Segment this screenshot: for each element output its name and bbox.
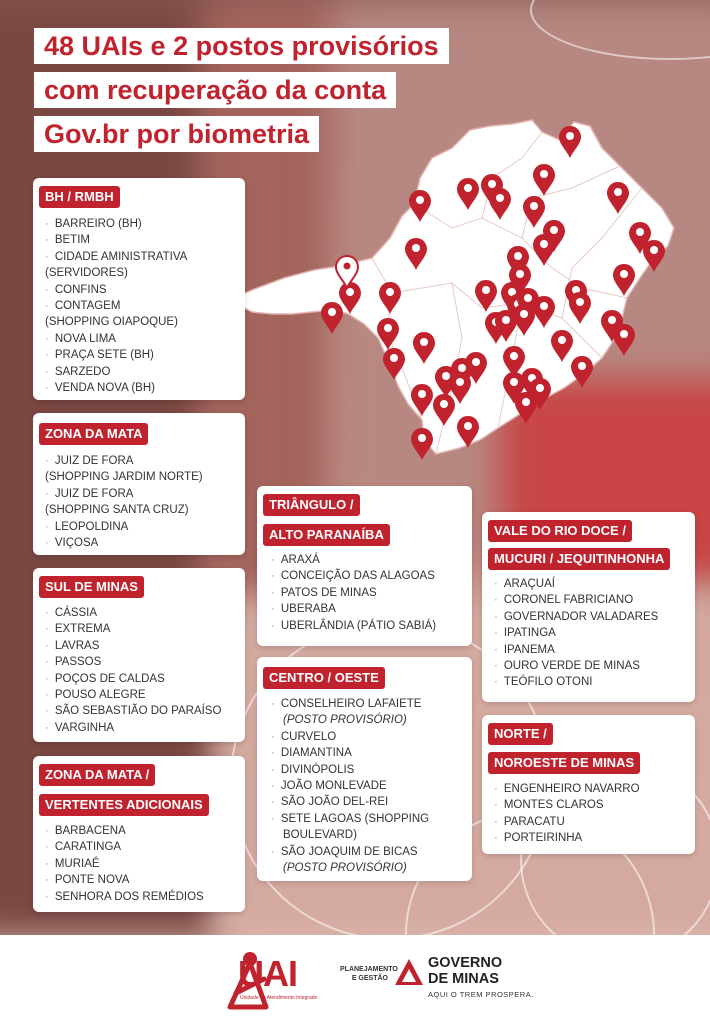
- list-item: · ENGENHEIRO NAVARRO: [494, 783, 640, 795]
- list-item: · ARAÇUAÍ: [494, 578, 555, 590]
- list-item: (SERVIDORES): [45, 267, 128, 280]
- region-tag-mata: ZONA DA MATA: [39, 423, 148, 445]
- region-tag-norte-1: NORTE /: [488, 723, 553, 745]
- list-item: · VARGINHA: [45, 721, 115, 734]
- list-item: · PATOS DE MINAS: [271, 586, 377, 599]
- list-item: · POÇOS DE CALDAS: [45, 672, 165, 685]
- list-vale: [494, 576, 658, 691]
- planejamento-label: PLANEJAMENTO E GESTÃO: [340, 966, 398, 982]
- list-norte: [494, 781, 640, 847]
- list-item: (SHOPPING OIAPOQUE): [45, 316, 178, 329]
- list-item: · CONTAGEM: [45, 300, 121, 313]
- list-item: · CORONEL FABRICIANO: [494, 594, 634, 607]
- uai-wordmark: UAI: [238, 953, 297, 994]
- card-centro-oeste: [257, 657, 472, 881]
- region-tag-sul: SUL DE MINAS: [39, 576, 144, 598]
- list-vertentes: [45, 823, 204, 905]
- list-item: · UBERLÂNDIA (PÁTIO SABIÁ): [271, 619, 437, 632]
- list-item: · PASSOS: [45, 656, 102, 669]
- list-item: · JUIZ DE FORA: [45, 455, 134, 467]
- region-tag-vale-1: VALE DO RIO DOCE /: [488, 520, 632, 542]
- governo-slogan: AQUI O TREM PROSPERA.: [428, 990, 534, 999]
- footer: [0, 935, 710, 1024]
- card-sul-de-minas: [33, 568, 245, 742]
- region-tag-triangulo-1: TRIÂNGULO /: [263, 494, 360, 516]
- list-bh: [45, 216, 187, 396]
- list-item: BOULEVARD): [283, 829, 357, 842]
- card-triangulo: [257, 486, 472, 646]
- list-item: · TEÓFILO OTONI: [494, 676, 593, 689]
- list-item: · SÃO JOÃO DEL-REI: [271, 796, 389, 809]
- list-item: · CONCEIÇÃO DAS ALAGOAS: [271, 570, 435, 583]
- list-item: · OURO VERDE DE MINAS: [494, 660, 640, 673]
- list-item: · CONFINS: [45, 283, 107, 296]
- governo-minas-wordmark: GOVERNO DE MINAS: [428, 955, 503, 987]
- list-item: · PRAÇA SETE (BH): [45, 349, 154, 362]
- list-item: · SÃO SEBASTIÃO DO PARAÍSO: [45, 705, 222, 718]
- region-tag-triangulo-2: ALTO PARANAÍBA: [263, 524, 390, 546]
- list-item: · IPANEMA: [494, 643, 555, 656]
- list-item: · CONSELHEIRO LAFAIETE: [271, 698, 422, 710]
- list-item: · BARREIRO (BH): [45, 218, 142, 230]
- list-item: · MONTES CLAROS: [494, 799, 604, 812]
- region-tag-norte-2: NOROESTE DE MINAS: [488, 752, 640, 774]
- list-item: · JOÃO MONLEVADE: [271, 780, 387, 793]
- governo-minas-logo-icon: [394, 957, 424, 987]
- list-item: · GOVERNADOR VALADARES: [494, 610, 659, 623]
- list-item: · CÁSSIA: [45, 607, 98, 619]
- list-item: · PORTEIRINHA: [494, 832, 583, 845]
- list-sul: [45, 605, 221, 736]
- list-item: · BARBACENA: [45, 825, 126, 837]
- region-tag-vertentes-1: ZONA DA MATA /: [39, 764, 155, 786]
- title-line-1: 48 UAIs e 2 postos provisórios: [34, 28, 449, 64]
- list-triangulo: [271, 552, 436, 634]
- list-centro: [271, 696, 429, 876]
- card-vertentes: [33, 756, 245, 912]
- region-tag-bh: BH / RMBH: [39, 186, 120, 208]
- card-norte-noroeste: [482, 715, 695, 854]
- list-item: · DIVINÓPOLIS: [271, 763, 355, 776]
- list-item: · VIÇOSA: [45, 537, 99, 550]
- list-item: · SENHORA DOS REMÉDIOS: [45, 890, 204, 903]
- list-item: · SARZEDO: [45, 365, 111, 378]
- card-vale-rio-doce: [482, 512, 695, 702]
- minas-gerais-map: [222, 118, 697, 463]
- region-tag-centro: CENTRO / OESTE: [263, 667, 385, 689]
- list-item: · NOVA LIMA: [45, 332, 116, 345]
- uai-subtitle: Unidade de Atendimento Integrado: [240, 995, 318, 1001]
- card-bh-rmbh: [33, 178, 245, 400]
- region-tag-vale-2: MUCURI / JEQUITINHONHA: [488, 548, 670, 570]
- list-item: (POSTO PROVISÓRIO): [283, 714, 407, 727]
- list-item: · POUSO ALEGRE: [45, 689, 146, 702]
- list-item: (SHOPPING JARDIM NORTE): [45, 471, 203, 484]
- list-item: · JUIZ DE FORA: [45, 487, 134, 500]
- list-item: · PARACATU: [494, 815, 565, 828]
- list-item: · CURVELO: [271, 730, 337, 743]
- title-line-3: Gov.br por biometria: [34, 116, 319, 152]
- list-item: · CARATINGA: [45, 841, 122, 854]
- list-item: (POSTO PROVISÓRIO): [283, 862, 407, 875]
- list-item: (SHOPPING SANTA CRUZ): [45, 504, 189, 517]
- list-item: · DIAMANTINA: [271, 747, 352, 760]
- list-item: · BETIM: [45, 234, 90, 247]
- list-item: · PONTE NOVA: [45, 874, 130, 887]
- list-item: · EXTREMA: [45, 623, 111, 636]
- list-item: · UBERABA: [271, 603, 336, 616]
- list-item: · LEOPOLDINA: [45, 520, 129, 533]
- list-mata: [45, 453, 203, 551]
- list-item: · VENDA NOVA (BH): [45, 382, 155, 395]
- list-item: · CIDADE AMINISTRATIVA: [45, 250, 188, 263]
- list-item: · LAVRAS: [45, 639, 100, 652]
- region-tag-vertentes-2: VERTENTES ADICIONAIS: [39, 794, 209, 816]
- list-item: · ARAXÁ: [271, 554, 320, 566]
- list-item: · SÃO JOAQUIM DE BICAS: [271, 845, 418, 858]
- list-item: · IPATINGA: [494, 627, 556, 640]
- list-item: · SETE LAGOAS (SHOPPING: [271, 812, 430, 825]
- list-item: · MURIAÉ: [45, 857, 100, 870]
- title-line-2: com recuperação da conta: [34, 72, 396, 108]
- card-zona-da-mata: [33, 413, 245, 555]
